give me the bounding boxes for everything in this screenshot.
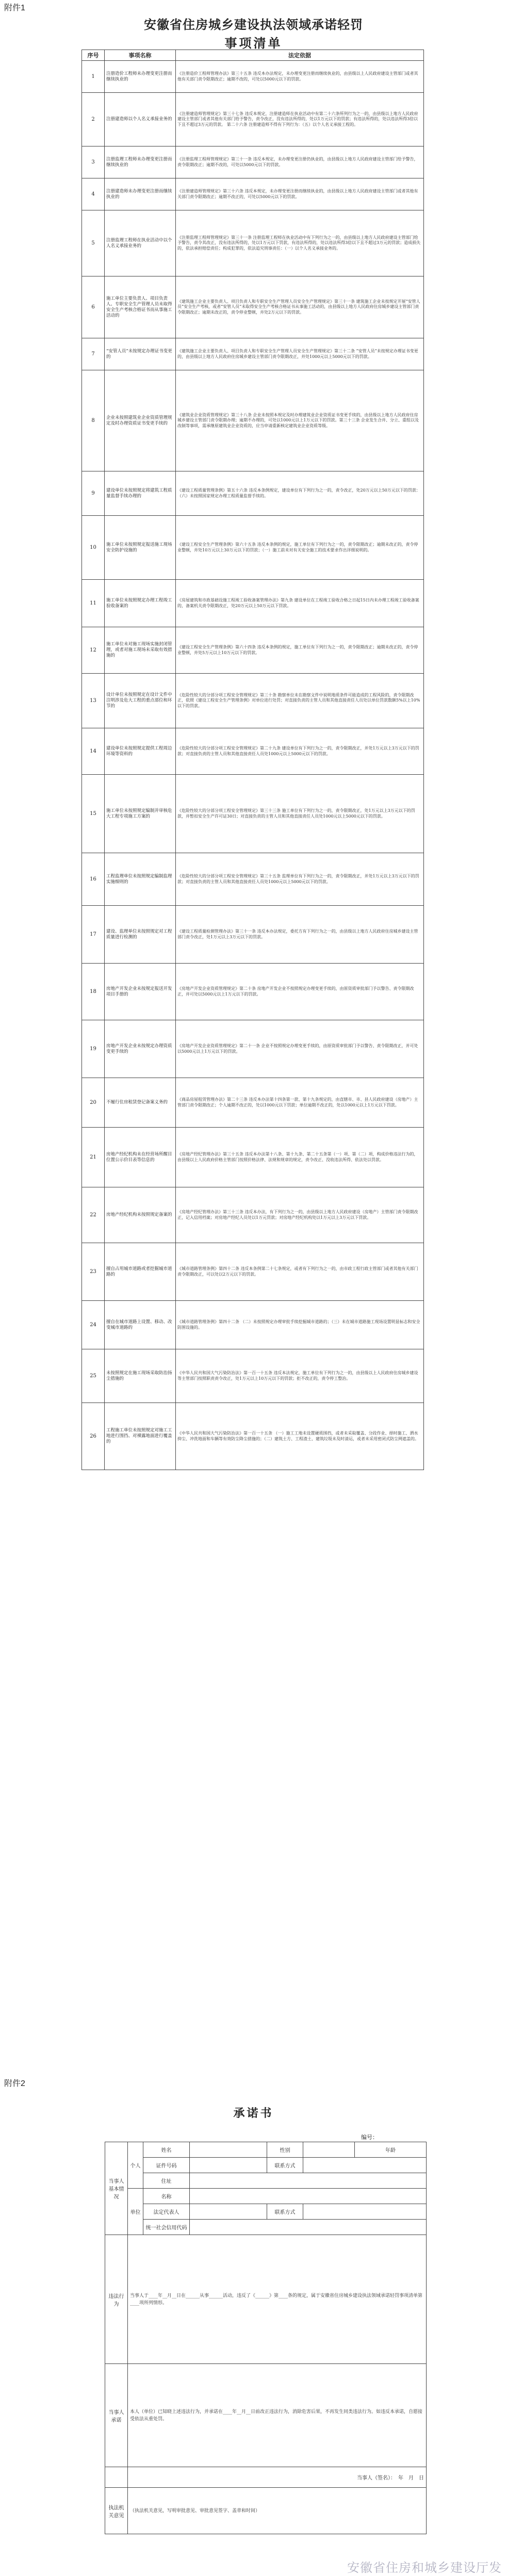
- table-row: [82, 728, 424, 775]
- row-name: 注册建造师未办理变更注册而继续执业的: [105, 178, 176, 210]
- attachment-1-label: 附件1: [4, 4, 25, 12]
- row-basis: 《危险性较大的分部分项工程安全管理规定》第三十条 勘察单位未在勘察文件中说明地质条件可能造成的工程风险的，责令限期改正，依照《建设工程安全生产管理条例》对单位进行处罚；对直接负责的主管人员和其他直接责任人员处以单位罚款数额5%以上10%以下的罚款。: [176, 674, 424, 728]
- table-row: [82, 1403, 424, 1470]
- name-field[interactable]: [190, 2142, 267, 2158]
- row-name: 房地产开发企业未按规定报送开发项目手册的: [105, 964, 176, 1020]
- row-name: 不履行住房租赁登记备案义务的: [105, 1078, 176, 1128]
- table-header-row: [82, 50, 424, 61]
- table-row: [82, 1187, 424, 1243]
- row-name: 施工单位未按照规定报送施工现场安全防护设施的: [105, 516, 176, 580]
- row-no: 15: [82, 775, 105, 853]
- table-row: [82, 1301, 424, 1349]
- person-label: 个人: [128, 2142, 143, 2189]
- table-row: [82, 1128, 424, 1187]
- row-basis: 《建设工程质量管理条例》第五十六条 违反本条例规定，建设单位有下列行为之一的，责令改正，处20万元以上50万元以下的罚款：（六）未按照国家规定办理工程质量监督手续的。: [176, 471, 424, 516]
- age-label: 年龄: [355, 2142, 427, 2158]
- credit-code-field[interactable]: [190, 2220, 427, 2235]
- row-basis: 《注册建造师管理规定》第三十七条 违反本规定，注册建造师在执业活动中有第二十六条所列行为之一的，由县级以上地方人民政府建设主管部门或者其他有关部门给予警告，责令改正，没有违法所得的，处以1万元以下的罚款；有违法所得的，处以违法所得3倍以下且不超过3万元的罚款。 第二十六条 注册建造师不得有下列行为：（五）以个人名义承接工程的。: [176, 93, 424, 146]
- row-name: 注册建造师以个人名义承接业务的: [105, 93, 176, 146]
- row-no: 1: [82, 61, 105, 93]
- row-no: 5: [82, 210, 105, 276]
- unit-contact-label: 联系方式: [267, 2204, 303, 2220]
- table-row: [82, 61, 424, 93]
- row-name: 建设单位未按照规定提供工程周边环境等资料的: [105, 728, 176, 775]
- list-title: 安徽省住房城乡建设执法领域承诺轻罚: [144, 17, 363, 32]
- row-basis: 《商品房屋租赁管理办法》第二十三条 违反本办法第十四条第一款、第十九条规定的，由直辖市、市、县人民政府建设（房地产）主管部门责令限期改正；个人逾期不改正的，处以1000元以下罚款；单位逾期不改正的，处以1000元以上1万元以下罚款。: [176, 1078, 424, 1128]
- header-basis: 法定依据: [176, 50, 424, 61]
- table-row: [82, 93, 424, 146]
- table-row: [82, 1243, 424, 1301]
- table-row: [82, 370, 424, 471]
- fact-text: 当事人于____年__月__日在______从事______活动，违反了《______》第____条的规定，属于安徽省住房城乡建设执法领域承诺轻罚事项清单第____项所列情形。: [128, 2235, 427, 2364]
- promise-label: 当事人承诺: [105, 2364, 128, 2467]
- header-no: 序号: [82, 50, 105, 61]
- table-row: [82, 627, 424, 674]
- row-basis: 《建筑施工企业主要负责人、项目负责人和专职安全生产管理人员安全生产管理规定》第三十二条 “安管人员”未按规定办理证书变更的，由县级以上地方人民政府住房城乡建设主管部门责令限期改正，并处1000元以上5000元以下的罚款。: [176, 338, 424, 370]
- row-no: 22: [82, 1187, 105, 1243]
- table-row: [82, 853, 424, 906]
- row-name: 施工单位主要负责人、项目负责人、专职安全生产管理人员未取得安全生产考核合格证书而从事施工活动的: [105, 276, 176, 338]
- opinion-text: （执法机关意见，写明审批意见、审批意见签字、盖章和时间）: [128, 2488, 427, 2534]
- unit-label: 单位: [128, 2189, 143, 2235]
- table-row: [82, 674, 424, 728]
- row-name: 设计单位未按照规定在设计文件中注明涉及危大工程的重点部位和环节的: [105, 674, 176, 728]
- attachment-2-label: 附件2: [4, 2079, 25, 2088]
- form-title: 承诺书: [233, 2107, 274, 2120]
- row-basis: 《房屋建筑和市政基础设施工程竣工验收备案管理办法》第九条 建设单位在工程竣工验收合格之日起15日内未办理工程竣工验收备案的，备案机关责令限期改正，处20万元以上50万元以下罚款。: [176, 580, 424, 627]
- issuer-stamp: 安徽省住房和城乡建设厅发: [347, 2561, 502, 2575]
- name-label: 姓名: [143, 2142, 190, 2158]
- table-row: [82, 276, 424, 338]
- row-no: 18: [82, 964, 105, 1020]
- table-row: [82, 1020, 424, 1078]
- row-basis: 《城市道路管理条例》第四十二条 （二）未按照规定办理审批手续挖掘城市道路的；（三）未在城市道路施工现场设置明显标志和安全防围设施的。: [176, 1301, 424, 1349]
- gender-field[interactable]: [303, 2142, 355, 2158]
- matters-table: [81, 50, 424, 1470]
- row-basis: 《房地产开发企业资质管理规定》第二十一条 企业不按照规定办理变更手续的，由原资质审批部门予以警告、责令限期改正，并可处以5000元以上1万元以下的罚款。: [176, 1020, 424, 1078]
- row-basis: 《注册监理工程师管理规定》第三十一条 违反本规定，未办理变更注册仍执业的，由县级以上地方人民政府建设主管部门给予警告，责令限期改正；逾期不改的，可处以5000元以下的罚款。: [176, 146, 424, 178]
- table-row: [82, 210, 424, 276]
- gender-label: 性别: [267, 2142, 303, 2158]
- row-no: 10: [82, 516, 105, 580]
- row-basis: 《注册建造师管理规定》第三十六条 违反本规定，未办理变更注册而继续执业的，由县级以上地方人民政府建设主管部门或者其他有关部门责令限期改正；逾期不改正的，可处以5000元以下的罚款。: [176, 178, 424, 210]
- row-no: 16: [82, 853, 105, 906]
- unit-name-field[interactable]: [190, 2189, 427, 2204]
- row-basis: 《中华人民共和国大气污染防治法》第一百一十五条 （一）施工工地未设置硬质围挡，或者未采取覆盖、分段作业、择时施工、洒水抑尘、冲洗地面和车辆等有效防尘降尘措施的；（二）建筑土方、工程渣土、建筑垃圾未及时清运，或者未采用密闭式防尘网遮盖的。: [176, 1403, 424, 1470]
- row-basis: 《建筑业企业资质管理规定》第三十八条 企业未按照本规定及时办理建筑业企业资质证书变更手续的，由县级以上地方人民政府住房城乡建设主管部门责令限期办理；逾期不办理的，可处以1000元以上1万元以下的罚款。第三十三条 企业发生合并、分立、重组以及改制等事项，需承继原建筑业企业资质的，应当申请重新核定建筑业企业资质等级。: [176, 370, 424, 471]
- unit-name-label: 名称: [143, 2189, 190, 2204]
- row-name: 房地产开发企业未按规定办理资质变更手续的: [105, 1020, 176, 1078]
- row-basis: 《建设工程安全生产管理条例》第六十四条 违反本条例的规定，施工单位有下列行为之一的，责令限期改正；逾期未改正的，责令停业整顿，并处5万元以上10万元以下的罚款。: [176, 627, 424, 674]
- row-name: 建设、监理单位未按照规定对工程质量进行检测的: [105, 906, 176, 964]
- idcard-field[interactable]: [190, 2158, 267, 2173]
- table-row: [82, 1078, 424, 1128]
- row-basis: 《建设工程安全生产管理条例》第六十五条 违反本条例的规定，施工单位有下列行为之一的，责令限期改正；逾期未改正的，责令停业整顿，并处10万元以上30万元以下的罚款；（一）施工前未对有关安全施工的技术要求作出详细说明的。: [176, 516, 424, 580]
- table-row: [82, 178, 424, 210]
- row-basis: 《房地产开发企业资质管理规定》第二十条 房地产开发企业不按照规定办理变更手续的，由原资质审批部门予以警告、责令限期改正，并可处以5000元以上1万元以下的罚款。: [176, 964, 424, 1020]
- row-basis: 《建筑施工企业主要负责人、项目负责人和专职安全生产管理人员安全生产管理规定》第三十一条 建筑施工企业未按规定开展“安管人员”安全生产考核，或者“安管人员”未取得安全生产考核合格证书从事施工活动的，由县级以上地方人民政府住房城乡建设主管部门责令限期改正；逾期未改正的，责令停业整顿，并处2万元以下的罚款。: [176, 276, 424, 338]
- row-no: 7: [82, 338, 105, 370]
- row-no: 3: [82, 146, 105, 178]
- table-row: [82, 516, 424, 580]
- fact-label: 违法行为: [105, 2235, 128, 2364]
- row-basis: 《城市道路管理条例》第四十二条 违反本条例第二十七条规定，或者有下列行为之一的，由市政工程行政主管部门或者其他有关部门责令限期改正，可以处以2万元以下的罚款。: [176, 1243, 424, 1301]
- table-row: [82, 906, 424, 964]
- promise-text: 本人（单位）已知晓上述违法行为，并承诺在____年__月__日前改正违法行为，消除危害后果，不再发生同类违法行为。如违反本承诺，自愿接受依法从重处罚。: [128, 2364, 427, 2467]
- table-row: [82, 580, 424, 627]
- row-no: 24: [82, 1301, 105, 1349]
- row-name: 企业未按照建筑业企业资质管理规定及时办理资质证书变更手续的: [105, 370, 176, 471]
- row-basis: 《中华人民共和国大气污染防治法》第一百一十五条 违反本法规定，施工单位有下列行为之一的，由县级以上人民政府住房城乡建设等主管部门按照职责责令改正，处1万元以上10万元以下的罚款；拒不改正的，责令停工整治。: [176, 1349, 424, 1403]
- row-no: 4: [82, 178, 105, 210]
- party-signature[interactable]: 当事人（签名）： 年 月 日: [128, 2467, 427, 2488]
- idcard-label: 证件号码: [143, 2158, 190, 2173]
- row-basis: 《危险性较大的分部分项工程安全管理规定》第三十三条 施工单位有下列行为之一的，责令限期改正，处1万元以上3万元以下的罚款，并暂扣安全生产许可证30日；对直接负责的主管人员和其他直接责任人员处1000元以上5000元以下的罚款。: [176, 775, 424, 853]
- row-name: 施工单位未按照规定办理工程竣工验收备案的: [105, 580, 176, 627]
- legal-rep-label: 法定代表人: [143, 2204, 190, 2220]
- row-name: 建设单位未按照规定将建筑工程质量监督手续办理的: [105, 471, 176, 516]
- row-no: 14: [82, 728, 105, 775]
- row-basis: 《建设工程质量检测管理办法》第三十一条 违反本办法规定，委托方有下列行为之一的，由县级以上地方人民政府住房城乡建设主管部门责令改正，处1万元以上3万元以下的罚款。: [176, 906, 424, 964]
- row-no: 9: [82, 471, 105, 516]
- row-no: 11: [82, 580, 105, 627]
- row-name: 未按照规定在施工现场采取防治扬尘措施的: [105, 1349, 176, 1403]
- address-label: 住址: [143, 2173, 190, 2189]
- table-row: [82, 338, 424, 370]
- row-name: 施工单位未按照规定编制并审核危大工程专项施工方案的: [105, 775, 176, 853]
- unit-contact-field[interactable]: [303, 2204, 427, 2220]
- row-name: “安管人员”未按规定办理证书变更的: [105, 338, 176, 370]
- row-no: 19: [82, 1020, 105, 1078]
- row-no: 8: [82, 370, 105, 471]
- row-no: 6: [82, 276, 105, 338]
- row-no: 26: [82, 1403, 105, 1470]
- row-basis: 《房地产经纪管理办法》第三十五条 违反本办法第十八条、第十九条、第二十五条第（一）项、第（二）项，构成价格违法行为的，由县级以上人民政府价格主管部门按照价格法律、法规和规章的规定，责令改正、没收违法所得、依法处以罚款。: [176, 1128, 424, 1187]
- row-no: 23: [82, 1243, 105, 1301]
- row-no: 20: [82, 1078, 105, 1128]
- row-name: 注册造价工程师未办理变更注册而继续执业的: [105, 61, 176, 93]
- row-name: 施工单位未对施工现场实施封闭管理，或者对施工现场未采取有效措施的: [105, 627, 176, 674]
- row-no: 21: [82, 1128, 105, 1187]
- row-name: 擅自在城市道路上设置、移动、改变城市道路的: [105, 1301, 176, 1349]
- row-name: 工程监理单位未按照规定编制监理实施细则的: [105, 853, 176, 906]
- commitment-form: [105, 2142, 427, 2534]
- row-name: 擅自占用城市道路或者挖掘城市道路的: [105, 1243, 176, 1301]
- form-number-label: 编号：: [361, 2134, 378, 2141]
- row-no: 13: [82, 674, 105, 728]
- row-name: 工程施工单位未按照规定对施工工地进行围挡、对裸露地面进行覆盖的: [105, 1403, 176, 1470]
- table-row: [82, 471, 424, 516]
- contact-label: 联系方式: [267, 2158, 303, 2173]
- credit-code-label: 统一社会信用代码: [143, 2220, 190, 2235]
- row-name: 注册监理工程师在执业活动中以个人名义承接业务的: [105, 210, 176, 276]
- opinion-label: 执法机关意见: [105, 2488, 128, 2534]
- legal-rep-field[interactable]: [190, 2204, 267, 2220]
- row-basis: 《房地产经纪管理办法》第三十三条 违反本办法，有下列行为之一的，由县级以上地方人民政府建设（房地产）主管部门责令限期改正，记入信用档案；对房地产经纪人员处以1万元罚款；对房地产经纪机构处以1万元以上3万元以下罚款。: [176, 1187, 424, 1243]
- row-basis: 《注册造价工程师管理办法》第三十五条 违反本办法规定，未办理变更注册而继续执业的，由县级以上人民政府建设主管部门或者其他有关部门责令限期改正；逾期不改的，可处以5000元以下的罚款。: [176, 61, 424, 93]
- contact-field[interactable]: [303, 2158, 427, 2173]
- row-no: 12: [82, 627, 105, 674]
- table-row: [82, 964, 424, 1020]
- row-name: 房地产经纪机构未按照规定备案的: [105, 1187, 176, 1243]
- header-name: 事项名称: [105, 50, 176, 61]
- table-body: [82, 61, 424, 1470]
- table-row: [82, 1349, 424, 1403]
- table-row: [82, 146, 424, 178]
- row-basis: 《危险性较大的分部分项工程安全管理规定》第三十五条 监理单位有下列行为之一的，责令限期改正，并处1万元以上3万元以下的罚款；对直接负责的主管人员和其他直接责任人员处1000元以上5000元以下的罚款。: [176, 853, 424, 906]
- row-no: 17: [82, 906, 105, 964]
- party-group-label: 当事人基本情况: [105, 2142, 128, 2235]
- list-subtitle: 事项清单: [224, 36, 283, 51]
- row-basis: 《危险性较大的分部分项工程安全管理规定》第二十九条 建设单位有下列行为之一的，责令限期改正，并处1万元以上3万元以下的罚款；对直接负责的主管人员和其他直接责任人员处1000元以上5000元以下的罚款。: [176, 728, 424, 775]
- row-name: 房地产经纪机构未在经营场所醒目位置公示价目表等信息的: [105, 1128, 176, 1187]
- row-no: 2: [82, 93, 105, 146]
- address-field[interactable]: [190, 2173, 427, 2189]
- row-name: 注册监理工程师未办理变更注册而继续执业的: [105, 146, 176, 178]
- row-basis: 《注册监理工程师管理规定》第三十一条 注册监理工程师在执业活动中有下列行为之一的，由县级以上地方人民政府建设主管部门给予警告，责令其改正，没有违法所得的，处以1万元以下罚款，有违法所得的，处以违法所得3倍以下且不超过3万元的罚款；造成损失的，依法承担赔偿责任；构成犯罪的，依法追究刑事责任：（一）以个人名义承接业务的。: [176, 210, 424, 276]
- table-row: [82, 775, 424, 853]
- row-no: 25: [82, 1349, 105, 1403]
